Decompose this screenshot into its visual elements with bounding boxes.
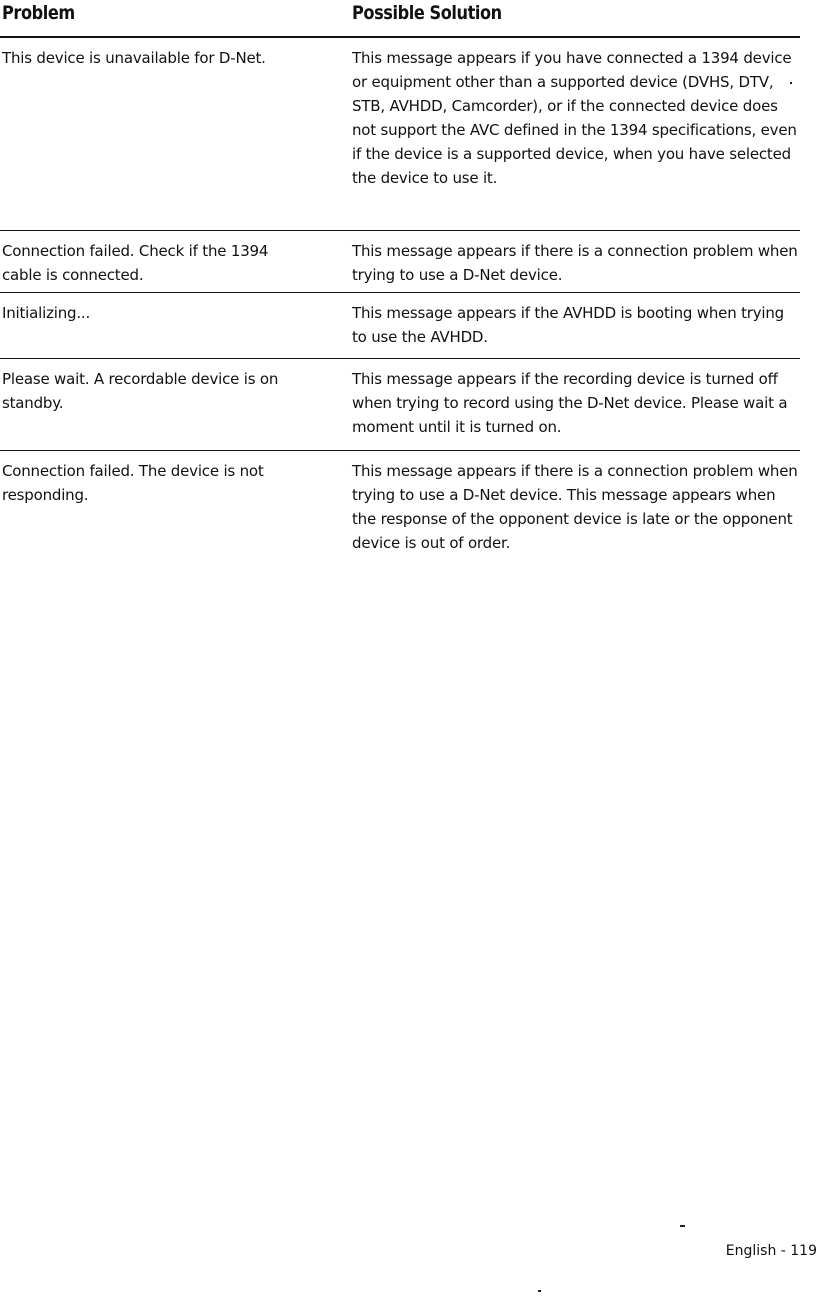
solution-cell: This message appears if the recording device is turned off when trying to record using the D-Net device. Please wait a moment until it is turned on. <box>352 370 788 436</box>
scan-speck <box>680 1225 685 1227</box>
problem-cell: This device is unavailable for D-Net. <box>2 49 266 67</box>
solution-cell: This message appears if there is a connection problem when trying to use a D-Net device. <box>352 242 798 284</box>
scan-speck <box>538 1290 541 1292</box>
header-problem: Problem <box>2 2 75 24</box>
solution-cell: This message appears if you have connected a 1394 device or equipment other than a supported device (DVHS, DTV, STB, AVHDD, Camcorder), or if the connected device does not support the AVC defined in the 1394 specifications, even if the device is a supported device, when you have selected the device to use it. <box>352 49 797 187</box>
problem-cell: Initializing... <box>2 304 91 322</box>
table-row <box>0 293 800 359</box>
page-number: English - 119 <box>725 1243 817 1259</box>
problem-cell: Connection failed. The device is not responding. <box>2 462 264 504</box>
table-header <box>0 0 800 38</box>
solution-cell: This message appears if there is a connection problem when trying to use a D-Net device. This message appears when the response of the opponent device is late or the opponent device is out of order. <box>352 462 798 552</box>
solution-cell: This message appears if the AVHDD is booting when trying to use the AVHDD. <box>352 304 784 346</box>
troubleshooting-table <box>0 0 800 591</box>
header-possible-solution: Possible Solution <box>352 2 502 24</box>
problem-cell: Please wait. A recordable device is on standby. <box>2 370 279 412</box>
table-row <box>0 359 800 451</box>
table-row <box>0 38 800 231</box>
table-row <box>0 231 800 293</box>
problem-cell: Connection failed. Check if the 1394 cable is connected. <box>2 242 269 284</box>
scan-speck <box>790 82 792 84</box>
table-row <box>0 451 800 591</box>
